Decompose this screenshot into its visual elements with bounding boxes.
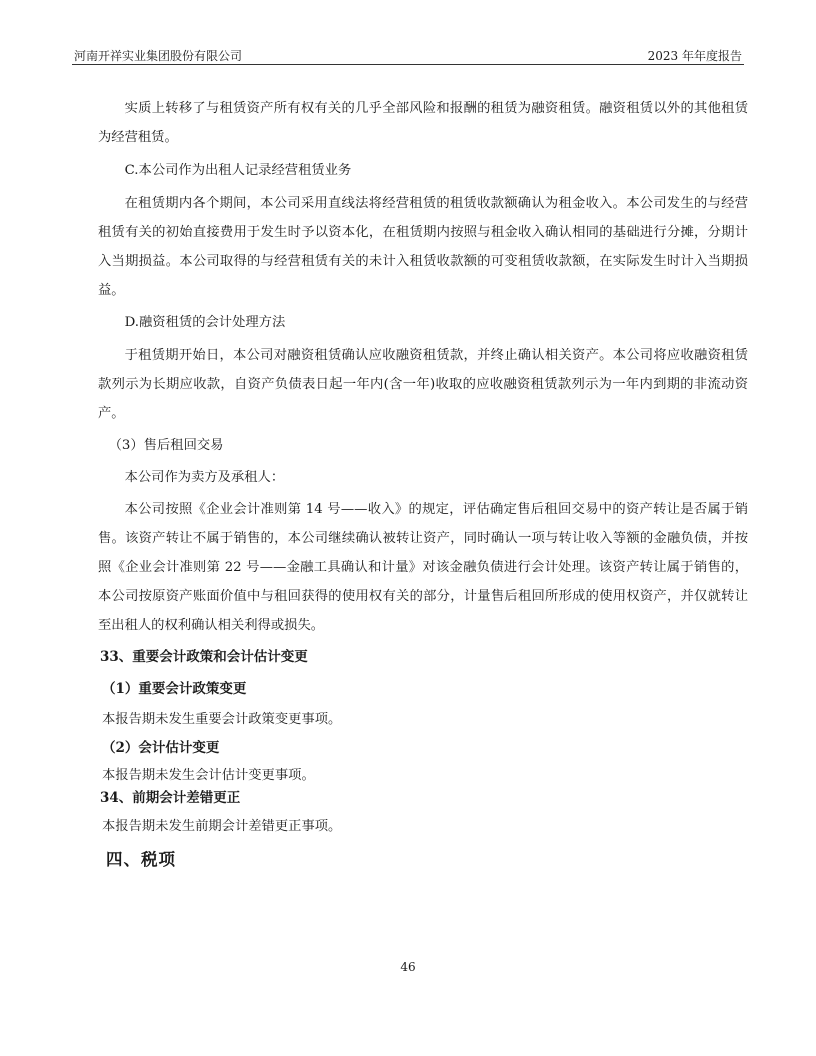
section-33-title: 33、重要会计政策和会计估计变更: [100, 649, 308, 665]
page-number: 46: [400, 960, 416, 974]
section-33-sub2-title: （2）会计估计变更: [102, 740, 220, 756]
section-33-sub2-text: 本报告期未发生会计估计变更事项。: [102, 768, 315, 783]
paragraph-finance-lease-definition: 实质上转移了与租赁资产所有权有关的几乎全部风险和报酬的租赁为融资租赁。融资租赁以外的其他租赁为经营租赁。: [98, 101, 748, 145]
paragraph-sale-leaseback-detail: 本公司按照《企业会计准则第 14 号——收入》的规定，评估确定售后租回交易中的资产转让是否属于销售。该资产转让不属于销售的，本公司继续确认被转让资产，同时确认一项与转让收入等额的金融负债，并按照《企业会计准则第 22 号——金融工具确认和计量》对该金融负债进行会计处理。该资产转让属于销售的，本公司按原资产账面价值中与租回获得的使用权有关的部分，计量售后租回所形成的使用权资产，并仅就转让至出租人的权利确认相关利得或损失。: [98, 502, 748, 633]
page-body: [98, 94, 748, 877]
section-33-sub1-text: 本报告期未发生重要会计政策变更事项。: [102, 712, 342, 727]
section-33-sub1-title: （1）重要会计政策变更: [102, 681, 247, 697]
heading-d-finance-lease: D.融资租赁的会计处理方法: [124, 315, 286, 330]
paragraph-seller-lessee: 本公司作为卖方及承租人：: [124, 470, 285, 485]
header-report-title: 2023 年年度报告: [647, 49, 742, 63]
paragraph-operating-lease: 在租赁期内各个期间，本公司采用直线法将经营租赁的租赁收款额确认为租金收入。本公司发生的与经营租赁有关的初始直接费用于发生时予以资本化，在租赁期内按照与租金收入确认相同的基础进行分摊，分期计入当期损益。本公司取得的与经营租赁有关的未计入租赁收款额的可变租赁收款额，在实际发生时计入当期损益。: [98, 196, 748, 298]
section-4-title: 四、税项: [106, 850, 176, 869]
heading-sale-leaseback: （3）售后租回交易: [108, 438, 224, 453]
paragraph-finance-lease: 于租赁期开始日，本公司对融资租赁确认应收融资租赁款，并终止确认相关资产。本公司将应收融资租赁款列示为长期应收款，自资产负债表日起一年内(含一年)收取的应收融资租赁款列示为一年内到期的非流动资产。: [98, 348, 748, 421]
header-company-name: 河南开祥实业集团股份有限公司: [74, 49, 243, 63]
section-34-title: 34、前期会计差错更正: [100, 790, 241, 806]
page-header: [72, 44, 744, 65]
section-34-text: 本报告期未发生前期会计差错更正事项。: [102, 819, 342, 834]
heading-c-operating-lease: C.本公司作为出租人记录经营租赁业务: [124, 163, 352, 178]
